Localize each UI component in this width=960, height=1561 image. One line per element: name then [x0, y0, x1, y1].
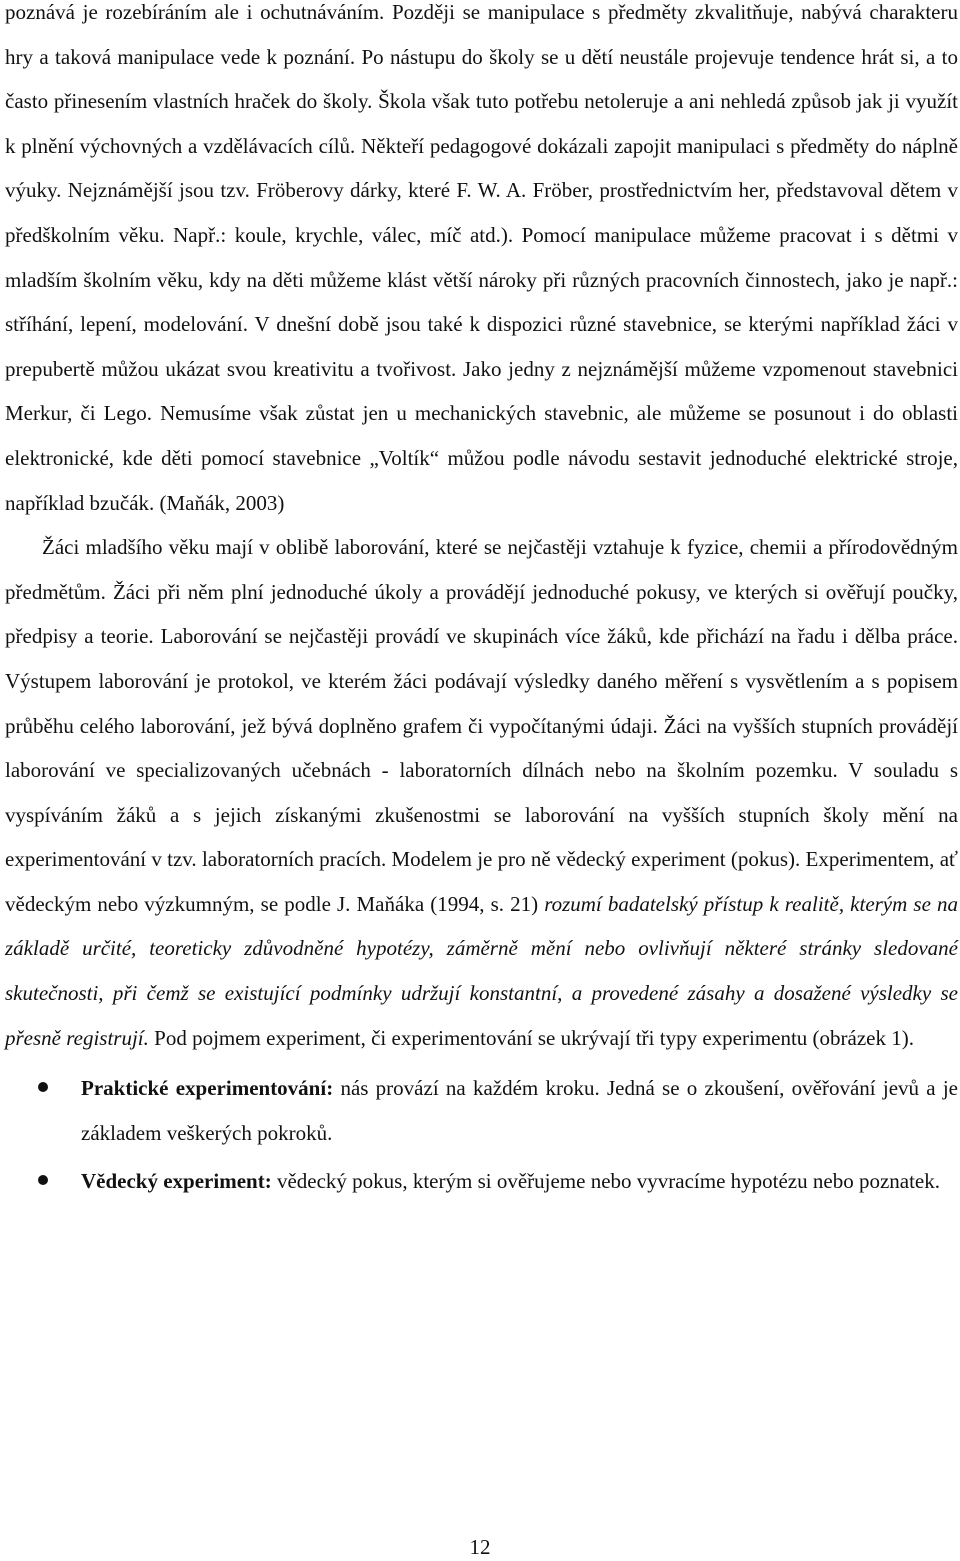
page-number: 12 — [469, 1535, 491, 1559]
list-item — [5, 1159, 958, 1204]
body-paragraph — [5, 525, 958, 1060]
paragraph-text: Žáci mladšího věku mají v oblibě laborování, které se nejčastěji vztahuje k fyzice, chemii a přírodovědným předmětům. Žáci při něm plní jednoduché úkoly a provádějí jednoduché pokusy, ve kterých si ověřují poučky, předpisy a teorie. Laborování se nejčastěji provádí ve skupinách více žáků, kde přichází na řadu i dělba práce. Výstupem laborování je protokol, ve kterém žáci podávají výsledky daného měření s vysvětlením a s popisem průběhu celého laborování, jež bývá doplněno grafem či vypočítanými údaji. Žáci na vyšších stupních provádějí laborování ve specializovaných učebnách - laboratorních dílnách nebo na školním pozemku. V souladu s vyspíváním žáků a s jejich získanými zkušenostmi se laborování na vyšších stupních školy mění na experimentování v tzv. laboratorních pracích. Modelem je pro ně vědecký experiment (pokus). Experimentem, ať vědeckým nebo výzkumným, se podle J. Maňáka (1994, s. 21) — [5, 535, 958, 916]
list-item-term: Praktické experimentování: — [81, 1076, 334, 1101]
list-item-text: nás provází na každém kroku. Jedná se o zkoušení, ověřování jevů a je základem veškerých pokroků. — [81, 1076, 958, 1145]
list-item-text: vědecký pokus, kterým si ověřujeme nebo vyvracíme hypotézu nebo poznatek. — [271, 1169, 940, 1194]
bullet-icon — [38, 1082, 48, 1092]
bullet-icon — [38, 1175, 48, 1185]
document-page — [5, 0, 958, 1208]
paragraph-text: Pod pojmem experiment, či experimentování se ukrývají tři typy experimentu (obrázek 1). — [148, 1025, 914, 1050]
list-item — [5, 1066, 958, 1155]
list-item-term: Vědecký experiment: — [81, 1169, 272, 1194]
bullet-list — [5, 1066, 958, 1204]
citation-quote: rozumí badatelský přístup k realitě, kterým se na základě určité, teoreticky zdůvodněné hypotézy, záměrně mění nebo ovlivňují některé stránky sledované skutečnosti, při čemž se existující podmínky udržují konstantní, a provedené zásahy a dosažené výsledky se přesně registrují. — [5, 891, 958, 1050]
body-paragraph: poznává je rozebíráním ale i ochutnáváním. Později se manipulace s předměty zkvalitňuje, nabývá charakteru hry a taková manipulace vede k poznání. Po nástupu do školy se u dětí neustále projevuje tendence hrát si, a to často přinesením vlastních hraček do školy. Škola však tuto potřebu netoleruje a ani nehledá způsob jak ji využít k plnění výchovných a vzdělávacích cílů. Někteří pedagogové dokázali zapojit manipulaci s předměty do náplně výuky. Nejznámější jsou tzv. Fröberovy dárky, které F. W. A. Fröber, prostřednictvím her, představoval dětem v předškolním věku. Např.: koule, krychle, válec, míč atd.). Pomocí manipulace můžeme pracovat i s dětmi v mladším školním věku, kdy na děti můžeme klást větší nároky při různých pracovních činnostech, jako je např.: stříhání, lepení, modelování. V dnešní době jsou také k dispozici různé stavebnice, se kterými například žáci v prepubertě můžou ukázat svou kreativitu a tvořivost. Jako jedny z nejznámější můžeme vzpomenout stavebnici Merkur, či Lego. Nemusíme však zůstat jen u mechanických stavebnic, ale můžeme se posunout i do oblasti elektronické, kde děti pomocí stavebnice „Voltík“ můžou podle návodu sestavit jednoduché elektrické stroje, například bzučák. (Maňák, 2003) — [5, 0, 958, 515]
